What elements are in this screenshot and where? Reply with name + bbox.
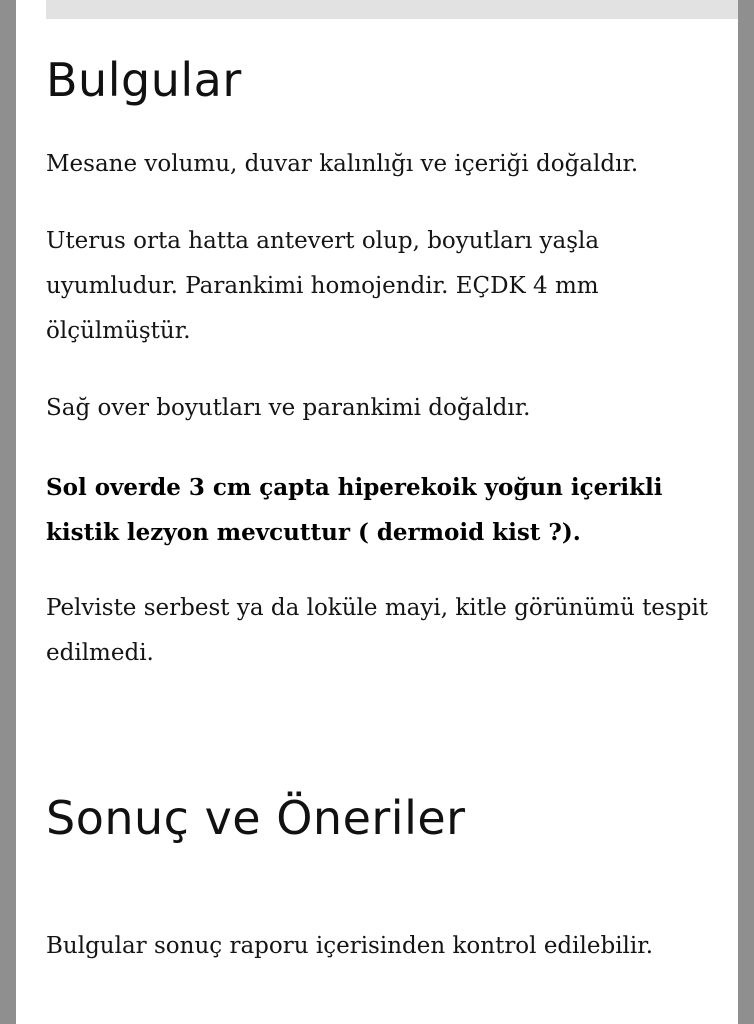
top-bar [46,0,738,19]
report-page [16,0,738,1024]
finding-right-ovary: Sağ over boyutları ve parankimi doğaldır. [46,395,531,421]
finding-bladder: Mesane volumu, duvar kalınlığı ve içeriği doğaldır. [46,151,639,177]
findings-heading: Bulgular [46,53,242,107]
finding-left-ovary: Sol overde 3 cm çapta hiperekoik yoğun içerikli kistik lezyon mevcuttur ( dermoid kist ?). [46,474,663,546]
conclusion-heading: Sonuç ve Öneriler [46,791,466,845]
finding-pelvis: Pelviste serbest ya da loküle mayi, kitle görünümü tespit edilmedi. [46,595,709,666]
finding-uterus: Uterus orta hatta antevert olup, boyutları yaşla uyumludur. Parankimi homojendir. EÇDK 4 mm ölçülmüştür. [46,228,600,344]
conclusion-text: Bulgular sonuç raporu içerisinden kontrol edilebilir. [46,933,654,959]
